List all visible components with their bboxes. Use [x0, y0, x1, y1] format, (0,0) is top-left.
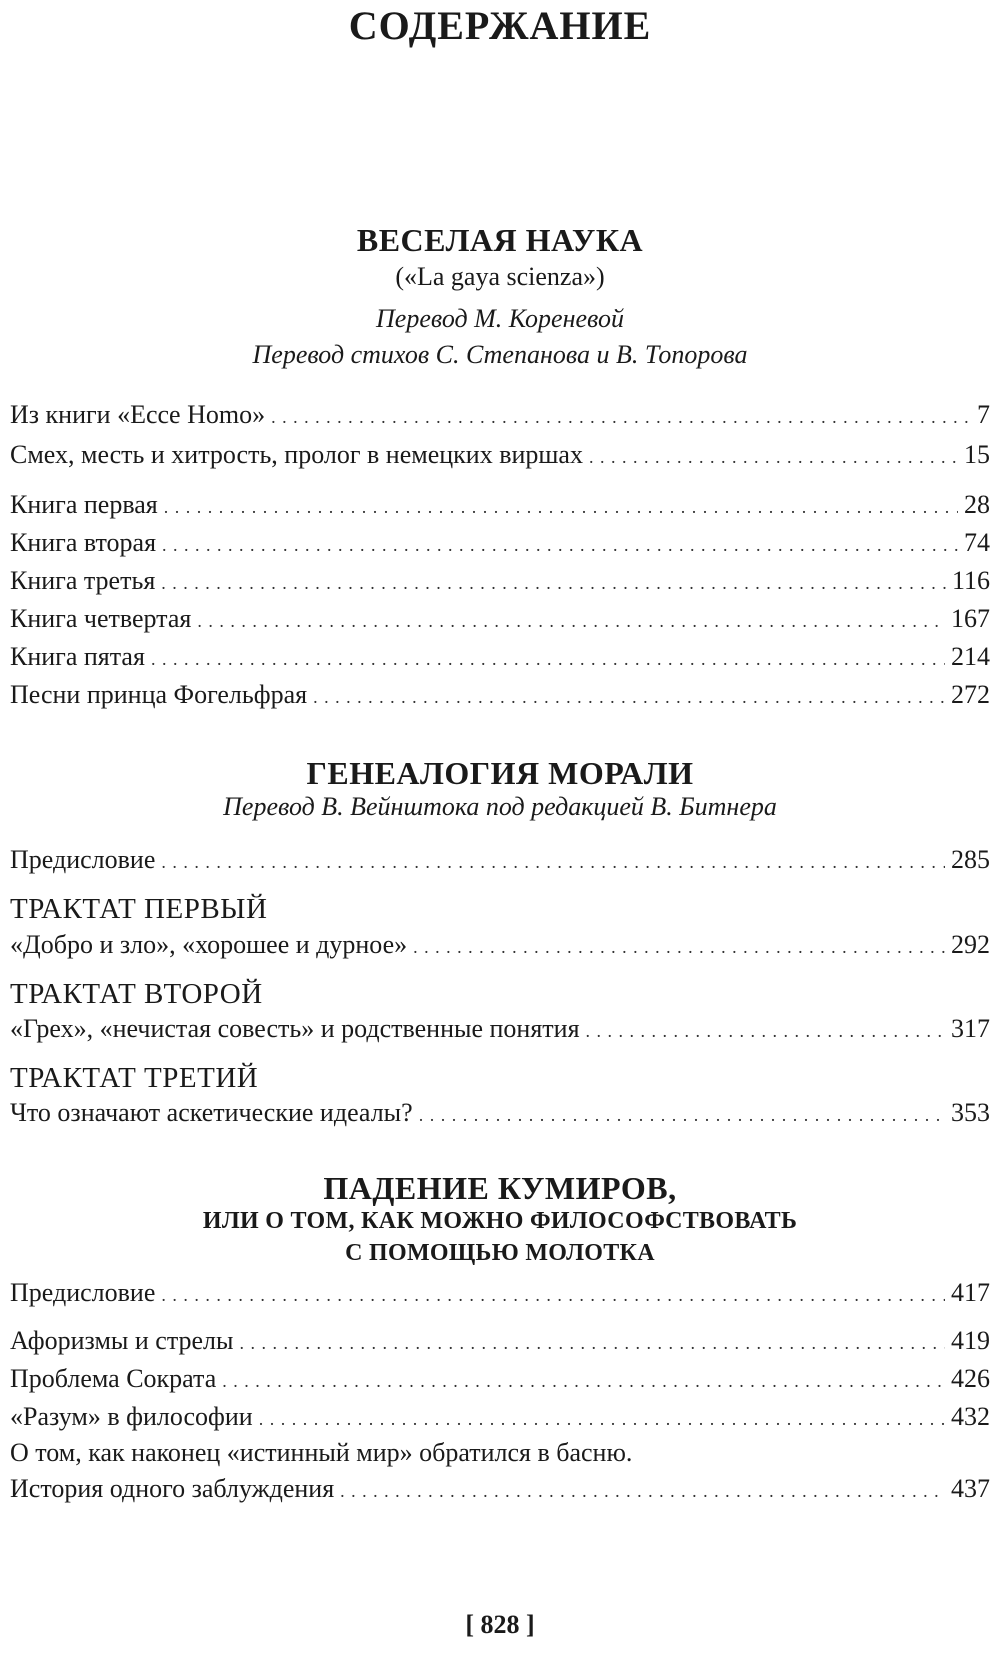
toc-entry-page: 285: [951, 845, 990, 874]
toc-entry-page: 7: [977, 400, 990, 429]
toc-entry-label: «Грех», «нечистая совесть» и родственные понятия: [10, 1014, 580, 1043]
toc-entry-page: 426: [951, 1364, 990, 1393]
dot-leader: [164, 490, 958, 520]
toc-entry[interactable]: [10, 845, 990, 879]
toc-entry-label: Книга первая: [10, 490, 158, 519]
section1-subtitle: («La gaya scienza»): [395, 262, 605, 291]
toc-entry-label: Книга четвертая: [10, 604, 192, 633]
section2-translator: Перевод В. Вейнштока под редакцией В. Битнера: [223, 792, 777, 821]
dot-leader: [313, 680, 945, 710]
toc-entry-label: Книга третья: [10, 566, 156, 595]
dot-leader: [240, 1326, 946, 1356]
toc-entry-page: 292: [951, 930, 990, 959]
toc-entry-page: 417: [951, 1278, 990, 1307]
toc-entry-label: Афоризмы и стрелы: [10, 1326, 234, 1355]
toc-entry-label: Что означают аскетические идеалы?: [10, 1098, 413, 1127]
dot-leader: [161, 566, 946, 596]
page-title: СОДЕРЖАНИЕ: [348, 3, 652, 48]
toc-entry-page: 74: [964, 528, 990, 557]
toc-entry-label: «Разум» в философии: [10, 1402, 253, 1431]
dot-leader: [222, 1364, 945, 1394]
toc-entry-page: 272: [951, 680, 990, 709]
toc-entry-page: 419: [951, 1326, 990, 1355]
toc-entry-label: История одного заблуждения: [10, 1474, 335, 1503]
page-number: [ 828 ]: [465, 1610, 535, 1639]
treatise-heading: ТРАКТАТ ВТОРОЙ: [10, 978, 263, 1010]
toc-entry[interactable]: [10, 1278, 990, 1312]
dot-leader: [586, 1014, 945, 1044]
toc-entry-label: Книга вторая: [10, 528, 157, 557]
toc-entry-label: «Добро и зло», «хорошее и дурное»: [10, 930, 408, 959]
toc-entry-page: 437: [951, 1474, 990, 1503]
toc-entry-page: 353: [951, 1098, 990, 1127]
toc-entry[interactable]: [10, 1364, 990, 1398]
dot-leader: [340, 1474, 945, 1504]
toc-entry[interactable]: [10, 642, 990, 676]
toc-entry[interactable]: [10, 528, 990, 562]
treatise-heading: ТРАКТАТ ТРЕТИЙ: [10, 1062, 259, 1094]
toc-entry-label: Предисловие: [10, 845, 156, 874]
toc-entry[interactable]: [10, 566, 990, 600]
section3-title: ПАДЕНИЕ КУМИРОВ,: [323, 1170, 677, 1206]
toc-entry[interactable]: [10, 490, 990, 524]
toc-entry-page: 28: [964, 490, 990, 519]
toc-entry[interactable]: [10, 680, 990, 714]
toc-entry[interactable]: [10, 1014, 990, 1048]
toc-entry[interactable]: [10, 604, 990, 638]
dot-leader: [151, 642, 945, 672]
dot-leader: [161, 845, 945, 875]
section2-title: ГЕНЕАЛОГИЯ МОРАЛИ: [306, 755, 694, 791]
dot-leader: [271, 400, 971, 430]
toc-entry-page: 432: [951, 1402, 990, 1431]
toc-entry[interactable]: [10, 440, 990, 474]
toc-entry-label: Песни принца Фогельфрая: [10, 680, 308, 709]
section3-title-line2: ИЛИ О ТОМ, КАК МОЖНО ФИЛОСОФСТВОВАТЬ: [202, 1208, 798, 1234]
toc-entry-label: Из книги «Ecce Homo»: [10, 400, 266, 429]
dot-leader: [161, 1278, 945, 1308]
toc-entry-page: 116: [951, 566, 990, 595]
section1-translator: Перевод М. Кореневой: [376, 304, 624, 333]
treatise-heading: ТРАКТАТ ПЕРВЫЙ: [10, 893, 268, 925]
toc-entry-label: Смех, месть и хитрость, пролог в немецких виршах: [10, 440, 583, 469]
toc-entry[interactable]: [10, 1326, 990, 1360]
dot-leader: [197, 604, 945, 634]
toc-entry-page: 214: [951, 642, 990, 671]
toc-entry-page: 317: [951, 1014, 990, 1043]
section1-verse-translator: Перевод стихов С. Степанова и В. Топорова: [252, 340, 748, 369]
dot-leader: [413, 930, 945, 960]
dot-leader: [589, 440, 958, 470]
toc-entry-label: Предисловие: [10, 1278, 156, 1307]
toc-entry-label: Книга пятая: [10, 642, 145, 671]
toc-entry-label-line1: О том, как наконец «истинный мир» обратился в басню.: [10, 1438, 633, 1467]
toc-entry-page: 15: [964, 440, 990, 469]
section1-title: ВЕСЕЛАЯ НАУКА: [356, 222, 644, 258]
dot-leader: [419, 1098, 945, 1128]
dot-leader: [162, 528, 958, 558]
toc-entry-page: 167: [951, 604, 990, 633]
section3-title-line3: С ПОМОЩЬЮ МОЛОТКА: [345, 1240, 655, 1266]
dot-leader: [259, 1402, 945, 1432]
toc-entry[interactable]: [10, 400, 990, 434]
toc-entry[interactable]: [10, 1474, 990, 1508]
toc-entry[interactable]: [10, 1098, 990, 1132]
toc-entry[interactable]: [10, 1402, 990, 1436]
toc-entry[interactable]: [10, 930, 990, 964]
toc-entry-label: Проблема Сократа: [10, 1364, 217, 1393]
